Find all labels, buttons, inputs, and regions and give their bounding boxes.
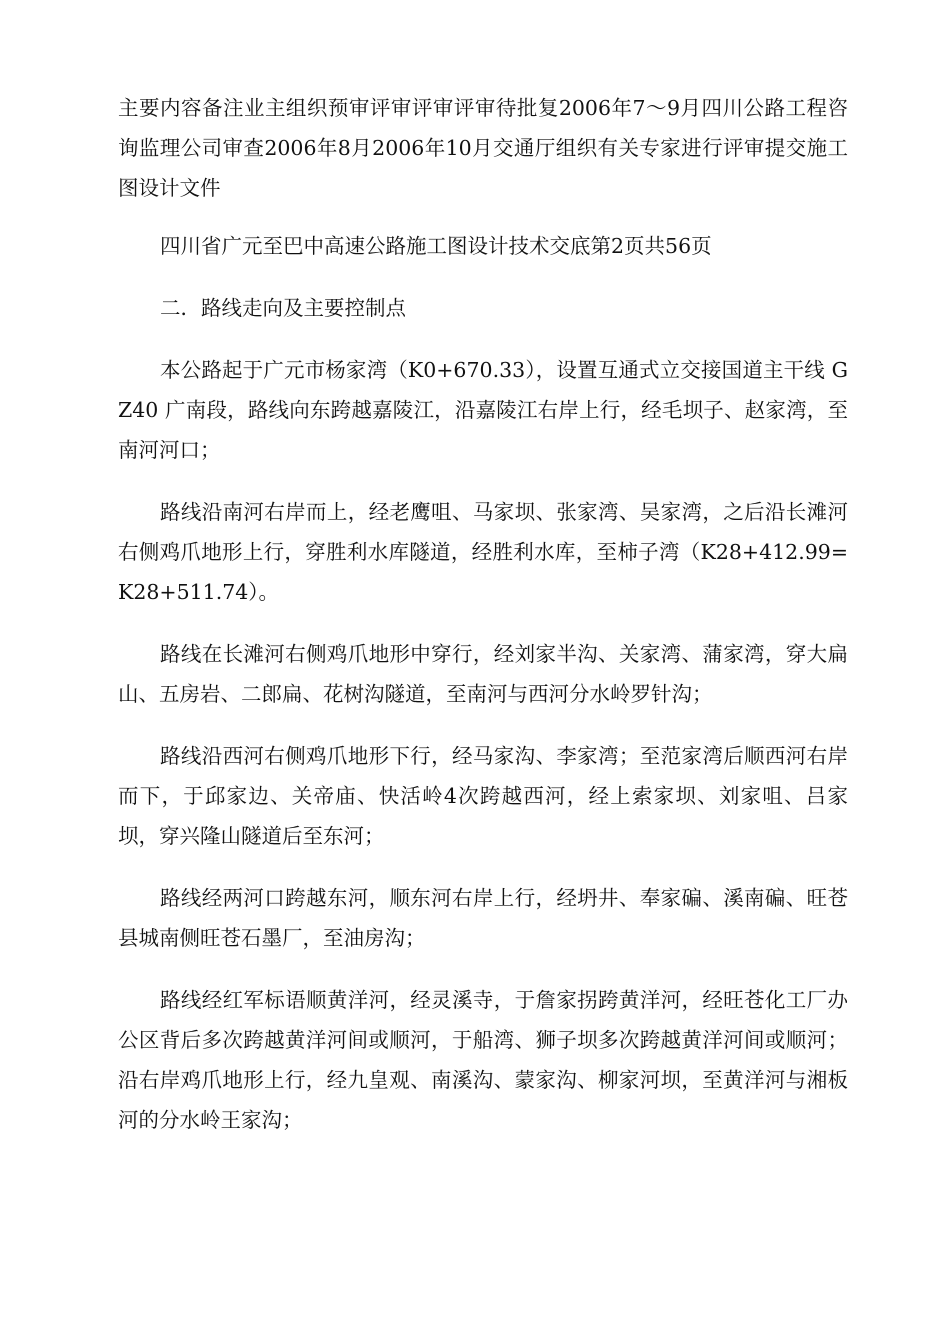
paragraph-route-nanhe: 路线沿南河右岸而上，经老鹰咀、马家坝、张家湾、吴家湾，之后沿长滩河右侧鸡爪地形上行，穿胜利水库隧道，经胜利水库，至柿子湾（K28+412.99=K28+511.74）。 bbox=[118, 500, 848, 604]
page-footer-text: 四川省广元至巴中高速公路施工图设计技术交底第2页共56页 bbox=[160, 234, 712, 258]
paragraph-review-schedule: 主要内容备注业主组织预审评审评审评审待批复2006年7～9月四川公路工程咨询监理公司审查2006年8月2006年10月交通厅组织有关专家进行评审提交施工图设计文件 bbox=[118, 96, 848, 200]
section-heading: 二．路线走向及主要控制点 bbox=[160, 296, 406, 320]
document-body bbox=[118, 88, 848, 1162]
paragraph-route-xihe: 路线沿西河右侧鸡爪地形下行，经马家沟、李家湾；至范家湾后顺西河右岸而下，于邱家边、关帝庙、快活岭4次跨越西河，经上索家坝、刘家咀、吕家坝，穿兴隆山隧道后至东河； bbox=[118, 744, 848, 848]
paragraph-route-donghe: 路线经两河口跨越东河，顺东河右岸上行，经坍井、奉家碥、溪南碥、旺苍县城南侧旺苍石墨厂，至油房沟； bbox=[118, 886, 848, 950]
paragraph-route-start: 本公路起于广元市杨家湾（K0+670.33），设置互通式立交接国道主干线 GZ40 广南段，路线向东跨越嘉陵江，沿嘉陵江右岸上行，经毛坝子、赵家湾，至南河河口； bbox=[118, 358, 848, 462]
paragraph-route-changtan: 路线在长滩河右侧鸡爪地形中穿行，经刘家半沟、关家湾、蒲家湾，穿大扁山、五房岩、二郎扁、花树沟隧道，至南河与西河分水岭罗针沟； bbox=[118, 642, 848, 706]
paragraph-route-huangyang: 路线经红军标语顺黄洋河，经灵溪寺，于詹家拐跨黄洋河，经旺苍化工厂办公区背后多次跨越黄洋河间或顺河，于船湾、狮子坝多次跨越黄洋河间或顺河；沿右岸鸡爪地形上行，经九皇观、南溪沟、蒙家沟、柳家河坝，至黄洋河与湘板河的分水岭王家沟； bbox=[118, 988, 848, 1132]
